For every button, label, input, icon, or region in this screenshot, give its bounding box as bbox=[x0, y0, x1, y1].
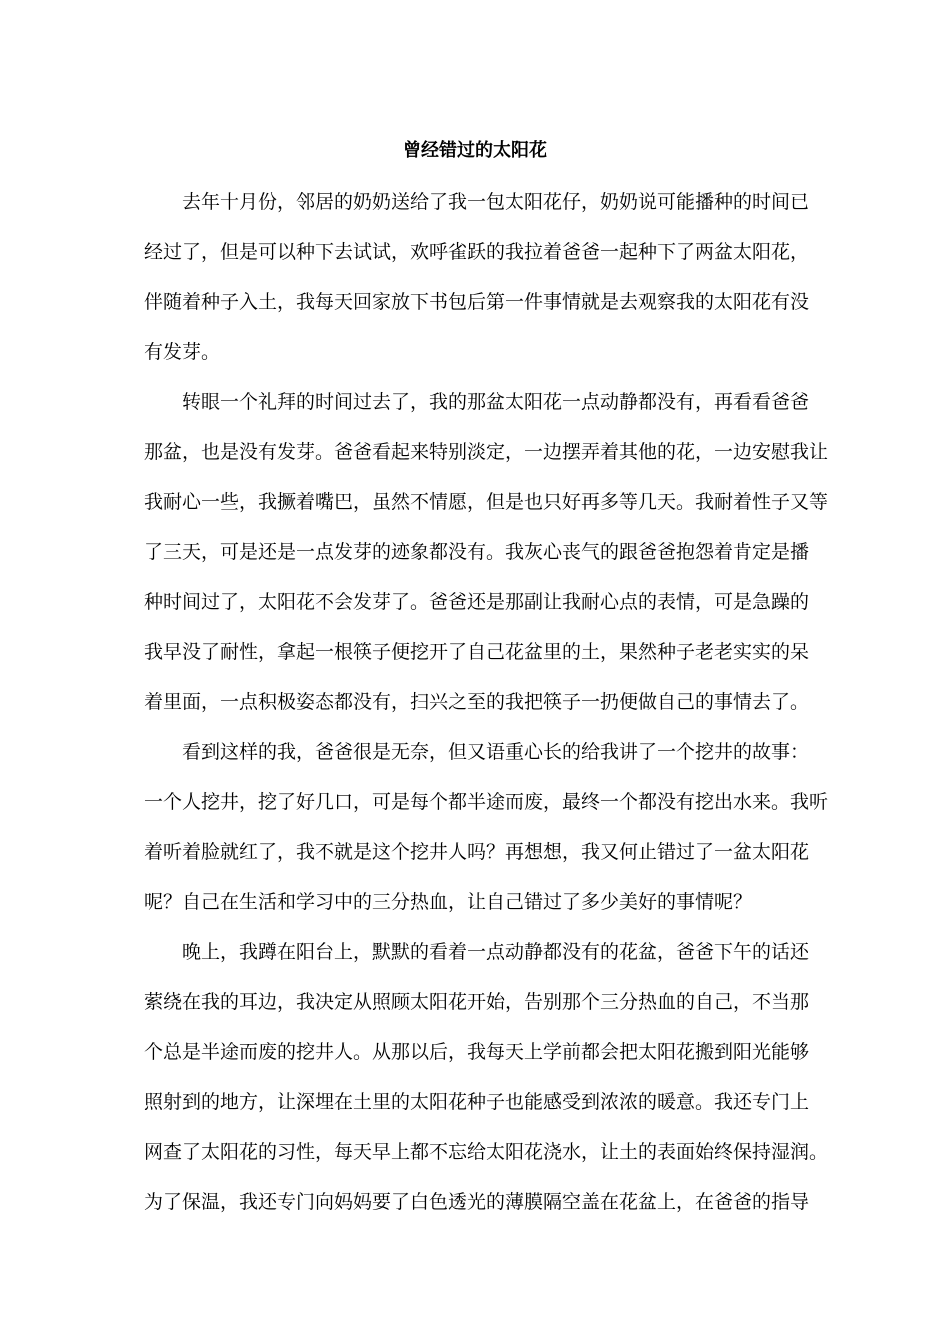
paragraph-4-line-3: 个总是半途而废的挖井人。从那以后，我每天上学前都会把太阳花搬到阳光能够 bbox=[144, 1041, 810, 1063]
paragraph-4-line-1: 晚上，我蹲在阳台上，默默的看着一点动静都没有的花盆，爸爸下午的话还 bbox=[182, 941, 810, 963]
paragraph-2-line-7: 着里面，一点积极姿态都没有，扫兴之至的我把筷子一扔便做自己的事情去了。 bbox=[144, 691, 810, 713]
paragraph-3-line-1: 看到这样的我，爸爸很是无奈，但又语重心长的给我讲了一个挖井的故事： bbox=[182, 741, 810, 763]
paragraph-1-line-4: 有发芽。 bbox=[144, 341, 221, 363]
paragraph-2-line-3: 我耐心一些，我撅着嘴巴，虽然不情愿，但是也只好再多等几天。我耐着性子又等 bbox=[144, 491, 829, 513]
paragraph-4-line-5: 网查了太阳花的习性，每天早上都不忘给太阳花浇水，让土的表面始终保持湿润。 bbox=[144, 1141, 829, 1163]
paragraph-4-line-4: 照射到的地方，让深埋在土里的太阳花种子也能感受到浓浓的暖意。我还专门上 bbox=[144, 1091, 810, 1113]
paragraph-3-line-2: 一个人挖井，挖了好几口，可是每个都半途而废，最终一个都没有挖出水来。我听 bbox=[144, 791, 829, 813]
paragraph-3-line-3: 着听着脸就红了，我不就是这个挖井人吗？再想想，我又何止错过了一盆太阳花 bbox=[144, 841, 810, 863]
paragraph-2-line-4: 了三天，可是还是一点发芽的迹象都没有。我灰心丧气的跟爸爸抱怨着肯定是播 bbox=[144, 541, 810, 563]
paragraph-3-line-4: 呢？自己在生活和学习中的三分热血，让自己错过了多少美好的事情呢？ bbox=[144, 891, 753, 913]
paragraph-2-line-6: 我早没了耐性，拿起一根筷子便挖开了自己花盆里的土，果然种子老老实实的呆 bbox=[144, 641, 810, 663]
paragraph-1-line-1: 去年十月份，邻居的奶奶送给了我一包太阳花仔，奶奶说可能播种的时间已 bbox=[182, 191, 810, 213]
paragraph-4-line-2: 萦绕在我的耳边，我决定从照顾太阳花开始，告别那个三分热血的自己，不当那 bbox=[144, 991, 810, 1013]
paragraph-2-line-2: 那盆，也是没有发芽。爸爸看起来特别淡定，一边摆弄着其他的花，一边安慰我让 bbox=[144, 441, 829, 463]
paragraph-1-line-2: 经过了，但是可以种下去试试，欢呼雀跃的我拉着爸爸一起种下了两盆太阳花， bbox=[144, 241, 810, 263]
paragraph-2-line-5: 种时间过了，太阳花不会发芽了。爸爸还是那副让我耐心点的表情，可是急躁的 bbox=[144, 591, 810, 613]
paragraph-1-line-3: 伴随着种子入土，我每天回家放下书包后第一件事情就是去观察我的太阳花有没 bbox=[144, 291, 810, 313]
paragraph-2-line-1: 转眼一个礼拜的时间过去了，我的那盆太阳花一点动静都没有，再看看爸爸 bbox=[182, 391, 810, 413]
document-title: 曾经错过的太阳花 bbox=[403, 140, 547, 161]
document-body bbox=[144, 177, 829, 1227]
paragraph-4-line-6: 为了保温，我还专门向妈妈要了白色透光的薄膜隔空盖在花盆上，在爸爸的指导 bbox=[144, 1191, 810, 1213]
